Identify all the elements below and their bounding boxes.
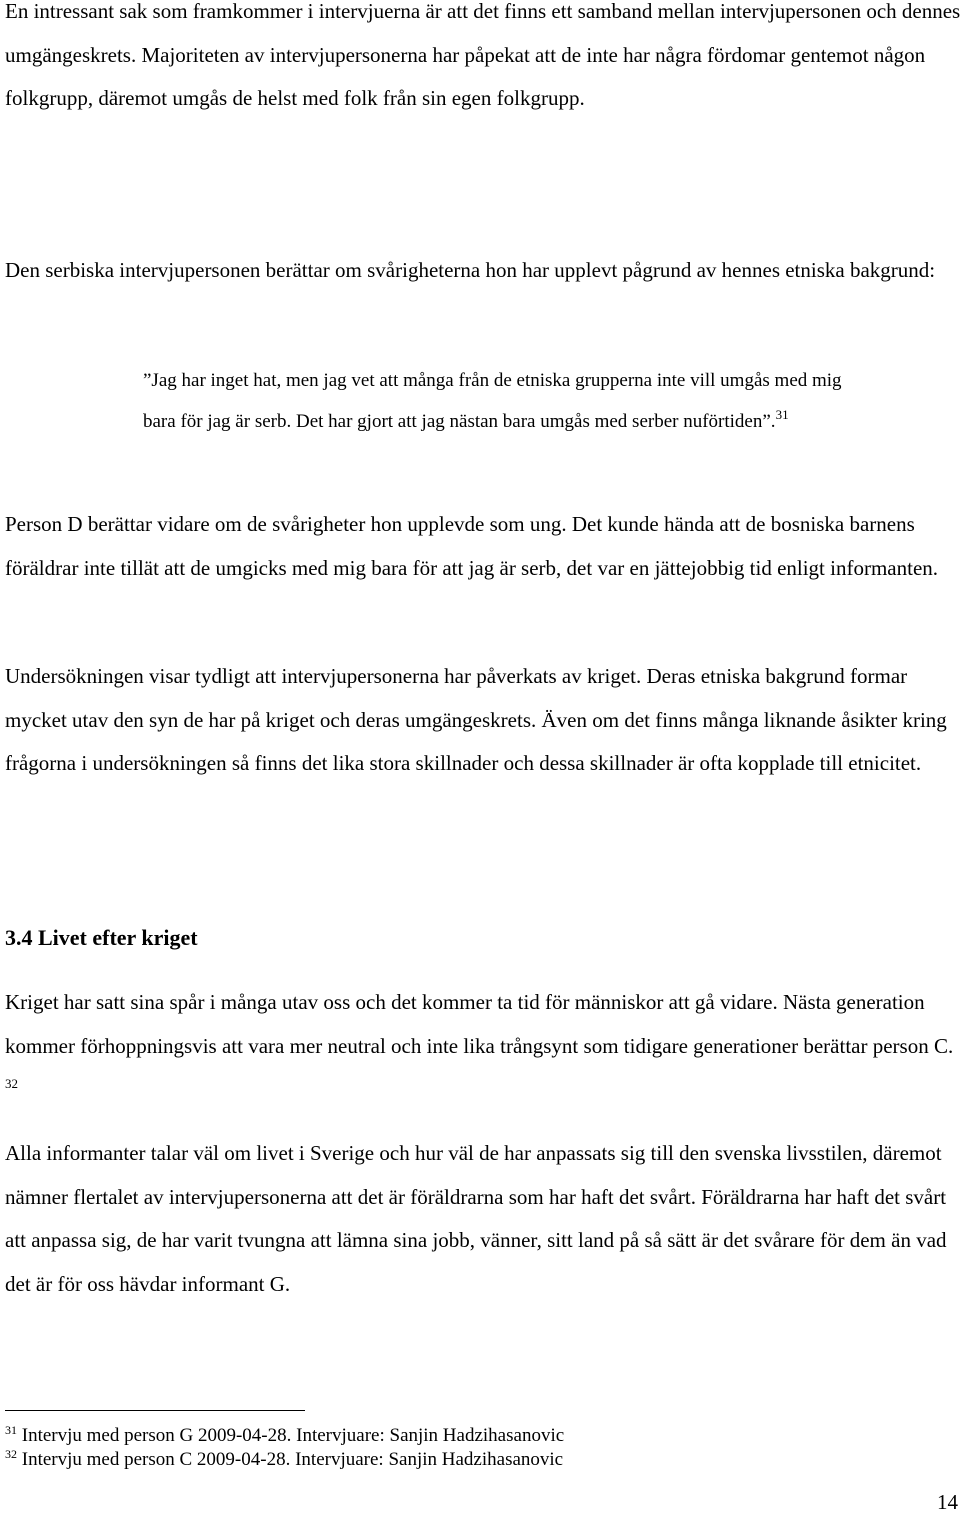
- footnote-ref-32: 32: [5, 1076, 18, 1092]
- paragraph-text: En intressant sak som framkommer i intervjuerna är att det finns ett samband mellan intervjupersonen och dennes umgängeskrets. Majoriteten av intervjupersonerna har påpekat att de inte har några fördomar gentemot någon folkgrupp, däremot umgås de helst med folk från sin egen folkgrupp.: [5, 0, 960, 111]
- footnote-number: 32: [5, 1447, 17, 1461]
- paragraph-text: Undersökningen visar tydligt att intervjupersonerna har påverkats av kriget. Deras etniska bakgrund formar mycket utav den syn de har på kriget och deras umgängeskrets. Även om det finns många liknande åsikter kring frågorna i undersökningen så finns det lika stora skillnader och dessa skillnader är ofta kopplade till etnicitet.: [5, 664, 947, 776]
- page-number: 14: [937, 1490, 958, 1514]
- paragraph-text: Person D berättar vidare om de svårigheter hon upplevde som ung. Det kunde hända att de bosniska barnens föräldrar inte tillät att de umgicks med mig bara för att jag är serb, det var en jättejobbig tid enligt informanten.: [5, 512, 939, 580]
- paragraph-text: Den serbiska intervjupersonen berättar om svårigheterna hon har upplevt pågrund av hennes etniska bakgrund:: [5, 258, 936, 282]
- paragraph-undersokningen: [5, 655, 960, 786]
- section-heading: 3.4 Livet efter kriget: [5, 925, 198, 950]
- paragraph-text: Alla informanter talar väl om livet i Sverige och hur väl de har anpassats sig till den svenska livsstilen, däremot nämner flertalet av intervjupersonerna att det är föräldrarna som har haft det svårt. Föräldrarna har haft det svårt att anpassa sig, de har varit tvungna att lämna sina jobb, vänner, sitt land på så sätt är det svårare för dem än vad det är för oss hävdar informant G.: [5, 1141, 947, 1296]
- footnote-text: Intervju med person C 2009-04-28. Intervjuare: Sanjin Hadzihasanovic: [21, 1449, 564, 1470]
- footnote-32: [5, 1448, 563, 1472]
- paragraph-serbiska-intro: [5, 249, 960, 293]
- paragraph-text: Kriget har satt sina spår i många utav oss och det kommer ta tid för människor att gå vidare. Nästa generation kommer förhoppningsvis att vara mer neutral och inte lika trångsynt som tidigare generationer berättar person C.: [5, 990, 954, 1058]
- footnote-ref-31: 31: [775, 407, 789, 422]
- paragraph-umgangeskrets: [5, 0, 960, 121]
- footnote-31: [5, 1424, 564, 1448]
- quote-text: ”Jag har inget hat, men jag vet att många från de etniska grupperna inte vill umgås med mig bara för jag är serb. Det har gjort att jag nästan bara umgås med serber nuförtiden”.: [143, 370, 842, 432]
- footnote-separator: [5, 1410, 305, 1411]
- paragraph-kriget: [5, 981, 960, 1112]
- paragraph-person-d: [5, 503, 960, 590]
- paragraph-informanter: [5, 1132, 960, 1306]
- footnote-text: Intervju med person G 2009-04-28. Intervjuare: Sanjin Hadzihasanovic: [21, 1425, 565, 1446]
- footnote-number: 31: [5, 1423, 17, 1437]
- block-quote: [143, 360, 863, 442]
